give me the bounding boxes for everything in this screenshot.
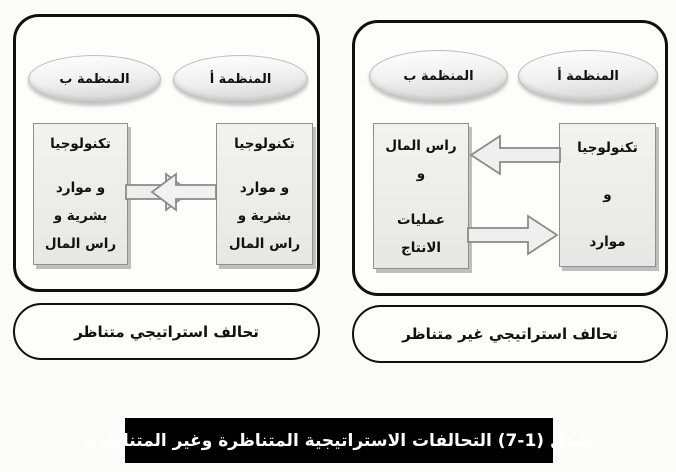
resource-line: راس المال — [385, 138, 457, 154]
resource-line: تكنولوجيا — [234, 136, 295, 152]
resource-line: و — [416, 166, 426, 182]
resource-line: و موارد — [55, 180, 106, 196]
asymmetric-organization-b-label: المنظمة ب — [403, 68, 474, 84]
symmetric-alliance-title: تحالف استراتيجي متناظر — [74, 322, 259, 341]
asymmetric-alliance-title-pill — [352, 305, 668, 363]
resource-line: تكنولوجيا — [577, 140, 638, 156]
resource-line: الانتاج — [400, 240, 442, 256]
figure-caption — [86, 418, 592, 463]
right-block-arrow-icon — [468, 213, 560, 257]
resource-line: عمليات — [397, 212, 445, 228]
figure-caption-text: شكل (1-7) التحالفات الاستراتيجية المتناظرة وغير المتناظرة — [86, 430, 592, 451]
left-block-arrow-icon — [468, 133, 560, 177]
resource-line: بشرية و — [237, 208, 292, 224]
symmetric-organization-a-label: المنظمة أ — [209, 71, 272, 87]
resource-line: و — [603, 187, 612, 203]
symmetric-org-a-resources-box — [216, 123, 313, 265]
symmetric-alliance-panel — [13, 14, 320, 292]
resource-line: بشرية و — [53, 208, 108, 224]
resource-line: موارد — [589, 234, 626, 250]
symmetric-org-b-resources-box — [33, 123, 128, 265]
resource-line: و موارد — [239, 180, 290, 196]
symmetric-organization-b-label: المنظمة ب — [59, 71, 130, 87]
asymmetric-org-a-resources-box — [559, 123, 656, 267]
symmetric-organization-a-ellipse — [173, 55, 308, 103]
asymmetric-organization-a-ellipse — [518, 50, 658, 102]
symmetric-organization-b-ellipse — [28, 55, 161, 103]
asymmetric-org-b-resources-box — [373, 123, 469, 269]
crossed-double-arrow-icon — [126, 168, 216, 216]
symmetric-alliance-title-pill — [13, 303, 320, 360]
asymmetric-organization-b-ellipse — [369, 50, 508, 102]
resource-line: تكنولوجيا — [50, 136, 111, 152]
resource-line: راس المال — [228, 236, 301, 252]
asymmetric-organization-a-label: المنظمة أ — [557, 68, 619, 84]
asymmetric-alliance-title: تحالف استراتيجي غير متناظر — [402, 325, 618, 343]
asymmetric-alliance-panel — [352, 20, 668, 296]
resource-line: راس المال — [44, 236, 117, 252]
